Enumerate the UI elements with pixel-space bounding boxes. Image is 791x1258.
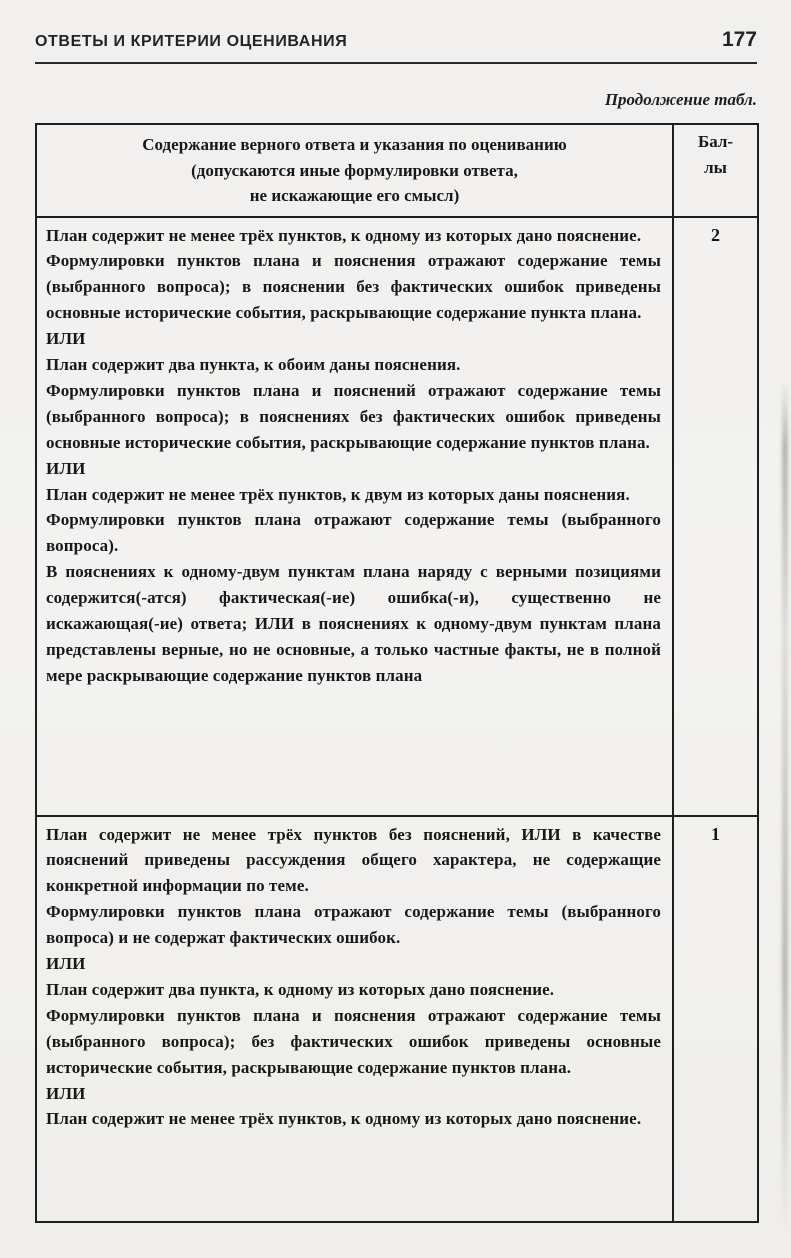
table-header-row: [36, 124, 758, 217]
score-header-line2: лы: [704, 157, 727, 177]
criteria-header-line3: не искажающие его смысл): [249, 186, 460, 205]
or-label: ИЛИ: [46, 1083, 86, 1103]
score-cell: 2: [673, 217, 758, 816]
criteria-paragraph: План содержит два пункта, к обоим даны пояснения.: [46, 355, 461, 375]
criteria-paragraph: Формулировки пунктов плана и пояснения отражают содержание темы (выбранного вопроса); в пояснении без фактических ошибок приведены основные исторические события, раскрывающие содержание пункта плана.: [46, 251, 661, 323]
score-header-line1: Бал-: [697, 132, 734, 151]
criteria-paragraph: План содержит два пункта, к одному из которых дано пояснение.: [46, 979, 555, 999]
scan-edge-shadow: [782, 380, 788, 1230]
criteria-paragraph: Формулировки пунктов плана и пояснения отражают содержание темы (выбранного вопроса); без фактических ошибок приведены основные исторические события, раскрывающие содержание пунктов плана.: [46, 1005, 661, 1077]
table-row: [36, 217, 758, 816]
criteria-paragraph: В пояснениях к одному-двум пунктам плана наряду с верными позициями содержится(-атся) фактическая(-ие) ошибка(-и), существенно не искажающая(-ие) ответа; ИЛИ в пояснениях к одному-двум пунктам плана представлены верные, но не основные, а только частные факты, не в полной мере раскрывающие содержание пунктов плана: [46, 562, 661, 685]
continuation-note: Продолжение табл.: [604, 90, 757, 109]
criteria-header-line1: Содержание верного ответа и указания по оцениванию: [142, 135, 567, 154]
criteria-paragraph: План содержит не менее трёх пунктов, к одному из которых дано пояснение.: [46, 225, 642, 245]
criteria-paragraph: План содержит не менее трёх пунктов без пояснений, ИЛИ в качестве пояснений приведены рассуждения общего характера, не содержащие конкретной информации по теме.: [46, 824, 661, 896]
criteria-table: [35, 123, 759, 1223]
or-label: ИЛИ: [46, 458, 86, 478]
criteria-paragraph: План содержит не менее трёх пунктов, к одному из которых дано пояснение.: [46, 1109, 642, 1129]
or-label: ИЛИ: [46, 329, 86, 349]
criteria-paragraph: План содержит не менее трёх пунктов, к двум из которых даны пояснения.: [46, 484, 630, 504]
criteria-header-line2: (допускаются иные формулировки ответа,: [191, 160, 518, 180]
criteria-paragraph: Формулировки пунктов плана отражают содержание темы (выбранного вопроса).: [46, 510, 661, 556]
criteria-paragraph: Формулировки пунктов плана отражают содержание темы (выбранного вопроса) и не содержат фактических ошибок.: [46, 902, 661, 948]
criteria-paragraph: Формулировки пунктов плана и пояснений отражают содержание темы (выбранного вопроса); в пояснениях без фактических ошибок приведены основные исторические события, раскрывающие содержание пунктов плана.: [46, 380, 661, 452]
page-number: 177: [721, 28, 757, 51]
header-rule: [35, 62, 757, 64]
running-head: [35, 28, 757, 62]
criteria-cell: [36, 217, 673, 816]
table-row: [36, 816, 758, 1222]
criteria-cell: [36, 816, 673, 1222]
or-label: ИЛИ: [46, 954, 86, 974]
score-header-cell: [673, 124, 758, 217]
score-cell: 1: [673, 816, 758, 1222]
page-header-title: ОТВЕТЫ И КРИТЕРИИ ОЦЕНИВАНИЯ: [35, 33, 348, 50]
criteria-header-cell: [36, 124, 673, 217]
